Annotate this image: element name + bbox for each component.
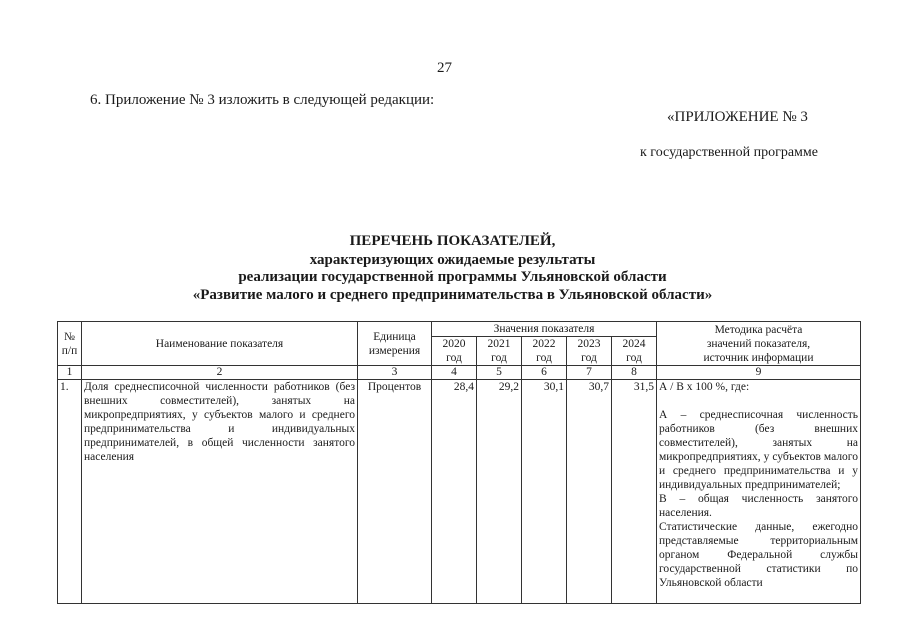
method-source: Статистические данные, ежегодно представляемые территориальным органом Федеральной службы государственной статистики по Ульяновской области xyxy=(659,521,858,589)
header-year-2023: 2023 год xyxy=(567,337,612,366)
header-method: Методика расчёта значений показателя, источник информации xyxy=(657,322,861,366)
col-number: 3 xyxy=(358,366,432,380)
indicator-unit: Процентов xyxy=(358,380,432,604)
header-values: Значения показателя xyxy=(432,322,657,337)
value-2023: 30,7 xyxy=(567,380,612,604)
heading-line-3: реализации государственной программы Ульяновской области xyxy=(238,269,667,285)
value-2020: 28,4 xyxy=(432,380,477,604)
method-b-definition: В – общая численность занятого населения. xyxy=(659,493,858,519)
header-year-2024: 2024 год xyxy=(612,337,657,366)
value-2022: 30,1 xyxy=(522,380,567,604)
header-unit: Единица измерения xyxy=(358,322,432,366)
header-num: № п/п xyxy=(58,322,82,366)
col-number: 8 xyxy=(612,366,657,380)
indicators-table xyxy=(57,321,861,604)
method-formula: А / В х 100 %, где: xyxy=(659,381,750,393)
header-row-1 xyxy=(58,322,861,337)
column-number-row xyxy=(58,366,861,380)
heading-line-4: «Развитие малого и среднего предпринимательства в Ульяновской области» xyxy=(192,287,713,303)
page-number: 27 xyxy=(437,60,452,76)
row-number: 1. xyxy=(58,380,82,604)
header-year-2022: 2022 год xyxy=(522,337,567,366)
intro-text: 6. Приложение № 3 изложить в следующей редакции: xyxy=(90,92,435,108)
appendix-subtitle: к государственной программе xyxy=(640,145,818,160)
value-2021: 29,2 xyxy=(477,380,522,604)
header-year-2021: 2021 год xyxy=(477,337,522,366)
col-number: 2 xyxy=(82,366,358,380)
col-number: 1 xyxy=(58,366,82,380)
header-name: Наименование показателя xyxy=(82,322,358,366)
appendix-title: «ПРИЛОЖЕНИЕ № 3 xyxy=(667,109,808,125)
col-number: 6 xyxy=(522,366,567,380)
col-number: 4 xyxy=(432,366,477,380)
col-number: 5 xyxy=(477,366,522,380)
col-number: 7 xyxy=(567,366,612,380)
indicator-name: Доля среднесписочной численности работников (без внешних совместителей), занятых на микропредприятиях, у субъектов малого и среднего предпринимательства и индивидуальных предпринимателей, в общей численности занятого населения xyxy=(82,380,358,604)
value-2024: 31,5 xyxy=(612,380,657,604)
heading-line-1: ПЕРЕЧЕНЬ ПОКАЗАТЕЛЕЙ, xyxy=(349,233,556,249)
calculation-method xyxy=(657,380,861,604)
heading-line-2: характеризующих ожидаемые результаты xyxy=(309,252,596,268)
method-a-definition: А – среднесписочная численность работников (без внешних совместителей), занятых на микропредприятиях, у субъектов малого и среднего предпринимательства и у индивидуальных предпринимателей; xyxy=(659,409,858,491)
table-row xyxy=(58,380,861,604)
header-year-2020: 2020 год xyxy=(432,337,477,366)
col-number: 9 xyxy=(657,366,861,380)
